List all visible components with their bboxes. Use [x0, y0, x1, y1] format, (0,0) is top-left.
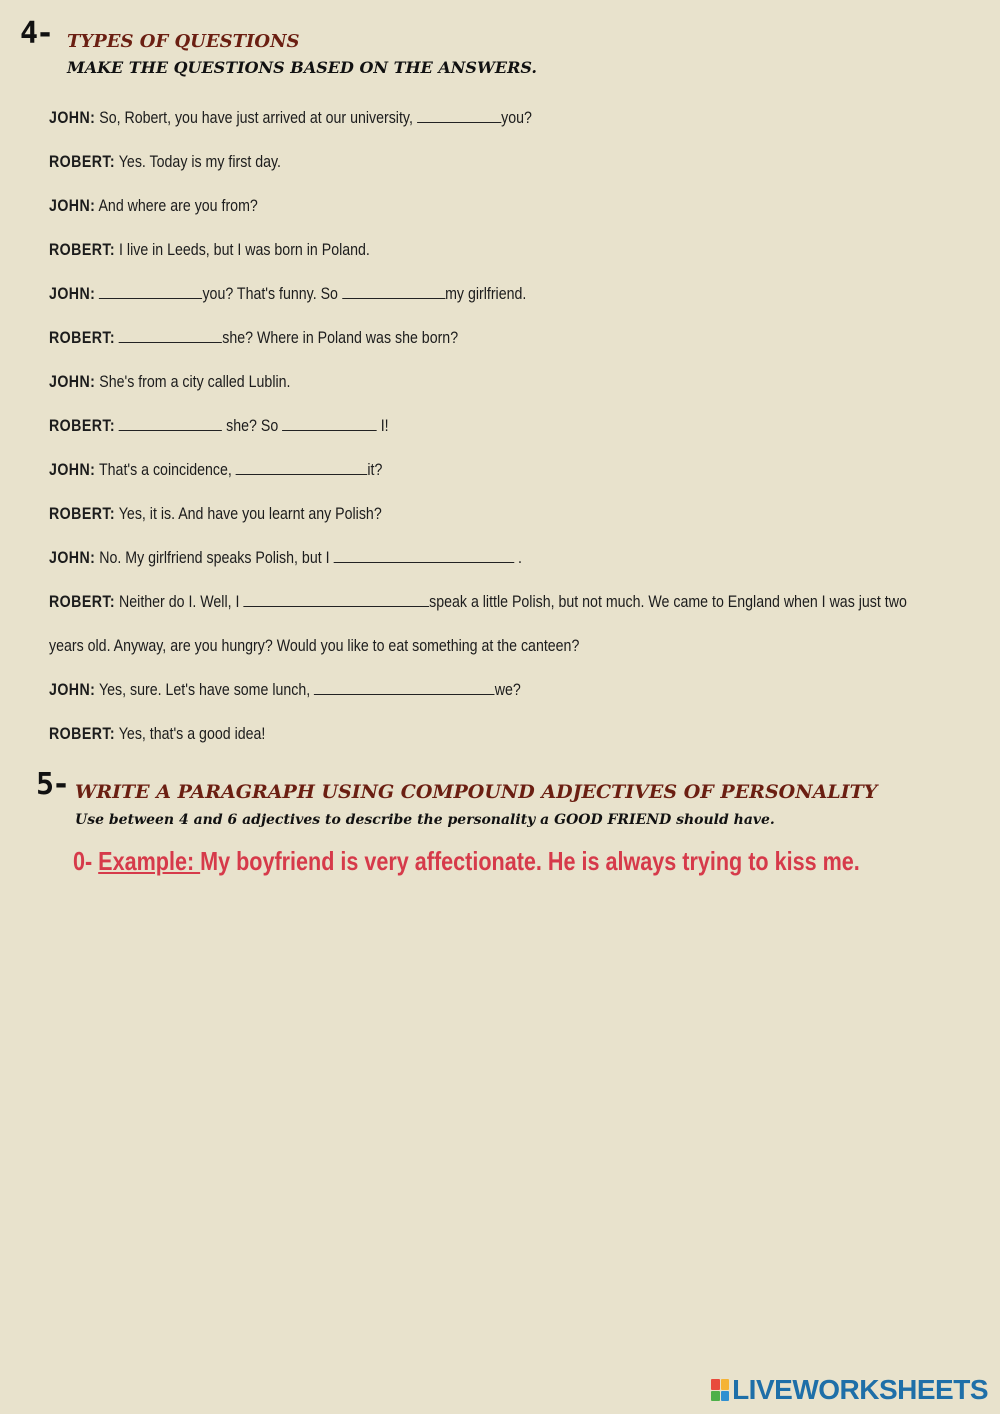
- dialogue-line: [49, 536, 862, 580]
- liveworksheets-logo: [711, 1374, 988, 1406]
- line-text: I live in Leeds, but I was born in Poland.: [115, 241, 370, 259]
- speaker-label: ROBERT:: [49, 593, 116, 611]
- speaker-label: JOHN:: [49, 681, 96, 699]
- line-text: Yes. Today is my first day.: [115, 153, 281, 171]
- logo-tile: [721, 1379, 730, 1390]
- line-text: you?: [501, 109, 532, 127]
- line-text: she? Where in Poland was she born?: [222, 329, 459, 347]
- logo-tile: [711, 1379, 720, 1390]
- answer-blank[interactable]: [236, 460, 368, 475]
- speaker-label: JOHN:: [49, 549, 96, 567]
- example-number: 0-: [73, 846, 99, 876]
- speaker-label: ROBERT:: [49, 505, 116, 523]
- line-text: it?: [367, 461, 383, 479]
- logo-tile: [721, 1391, 730, 1402]
- line-text: No. My girlfriend speaks Polish, but I: [95, 549, 334, 567]
- line-text: So, Robert, you have just arrived at our university,: [95, 109, 417, 127]
- example-text: My boyfriend is very affectionate. He is always trying to kiss me.: [200, 846, 860, 876]
- section-4-number: 4-: [20, 16, 53, 51]
- dialogue: [49, 96, 994, 756]
- answer-blank[interactable]: [314, 680, 495, 695]
- speaker-label: ROBERT:: [49, 725, 116, 743]
- section-5-subtitle: Use between 4 and 6 adjectives to describe the personality a GOOD FRIEND should have.: [75, 812, 775, 828]
- speaker-label: ROBERT:: [49, 153, 116, 171]
- line-text: speak a little Polish, but not much. We came to England when I was just two: [429, 593, 907, 611]
- answer-blank[interactable]: [342, 284, 445, 299]
- dialogue-line: [49, 712, 862, 756]
- example-sentence: [73, 846, 860, 877]
- speaker-label: JOHN:: [49, 373, 96, 391]
- dialogue-line: [49, 360, 862, 404]
- line-text: That's a coincidence,: [95, 461, 236, 479]
- speaker-label: ROBERT:: [49, 241, 116, 259]
- line-text: she? So: [222, 417, 283, 435]
- line-text: Yes, that's a good idea!: [115, 725, 266, 743]
- speaker-label: ROBERT:: [49, 417, 116, 435]
- dialogue-line: [49, 668, 862, 712]
- brand-name: LIVEWORKSHEETS: [732, 1374, 988, 1405]
- dialogue-line: [49, 228, 862, 272]
- answer-blank[interactable]: [119, 328, 222, 343]
- example-label: Example:: [98, 846, 201, 876]
- section-5-title: WRITE A PARAGRAPH USING COMPOUND ADJECTIVES OF PERSONALITY: [75, 781, 878, 803]
- liveworksheets-logo-icon: [711, 1379, 729, 1401]
- dialogue-line: [49, 404, 862, 448]
- section-4-title: TYPES OF QUESTIONS: [67, 31, 300, 52]
- line-text: She's from a city called Lublin.: [95, 373, 291, 391]
- speaker-label: JOHN:: [49, 197, 96, 215]
- answer-blank[interactable]: [417, 108, 501, 123]
- speaker-label: JOHN:: [49, 285, 96, 303]
- line-text: And where are you from?: [95, 197, 258, 215]
- line-text: we?: [494, 681, 521, 699]
- answer-blank[interactable]: [243, 592, 429, 607]
- answer-blank[interactable]: [282, 416, 377, 431]
- answer-blank[interactable]: [119, 416, 222, 431]
- dialogue-line: [49, 624, 862, 668]
- section-4-subtitle: MAKE THE QUESTIONS BASED ON THE ANSWERS.: [67, 58, 537, 77]
- speaker-label: JOHN:: [49, 109, 96, 127]
- section-5-number: 5-: [36, 767, 69, 802]
- dialogue-line: [49, 316, 862, 360]
- line-text: you? That's funny. So: [202, 285, 342, 303]
- line-text: I!: [376, 417, 389, 435]
- dialogue-line: [49, 448, 862, 492]
- dialogue-line: [49, 492, 862, 536]
- dialogue-line: [49, 272, 862, 316]
- speaker-label: ROBERT:: [49, 329, 116, 347]
- line-text: Yes, it is. And have you learnt any Polish?: [115, 505, 382, 523]
- dialogue-line: [49, 580, 907, 624]
- logo-tile: [711, 1391, 720, 1402]
- dialogue-line: [49, 140, 862, 184]
- line-text: years old. Anyway, are you hungry? Would you like to eat something at the canteen?: [49, 637, 580, 655]
- answer-blank[interactable]: [333, 548, 514, 563]
- line-text: Yes, sure. Let's have some lunch,: [95, 681, 315, 699]
- line-text: .: [514, 549, 522, 567]
- answer-blank[interactable]: [99, 284, 202, 299]
- line-text: my girlfriend.: [445, 285, 527, 303]
- speaker-label: JOHN:: [49, 461, 96, 479]
- dialogue-line: [49, 184, 862, 228]
- line-text: Neither do I. Well, I: [115, 593, 244, 611]
- dialogue-line: [49, 96, 862, 140]
